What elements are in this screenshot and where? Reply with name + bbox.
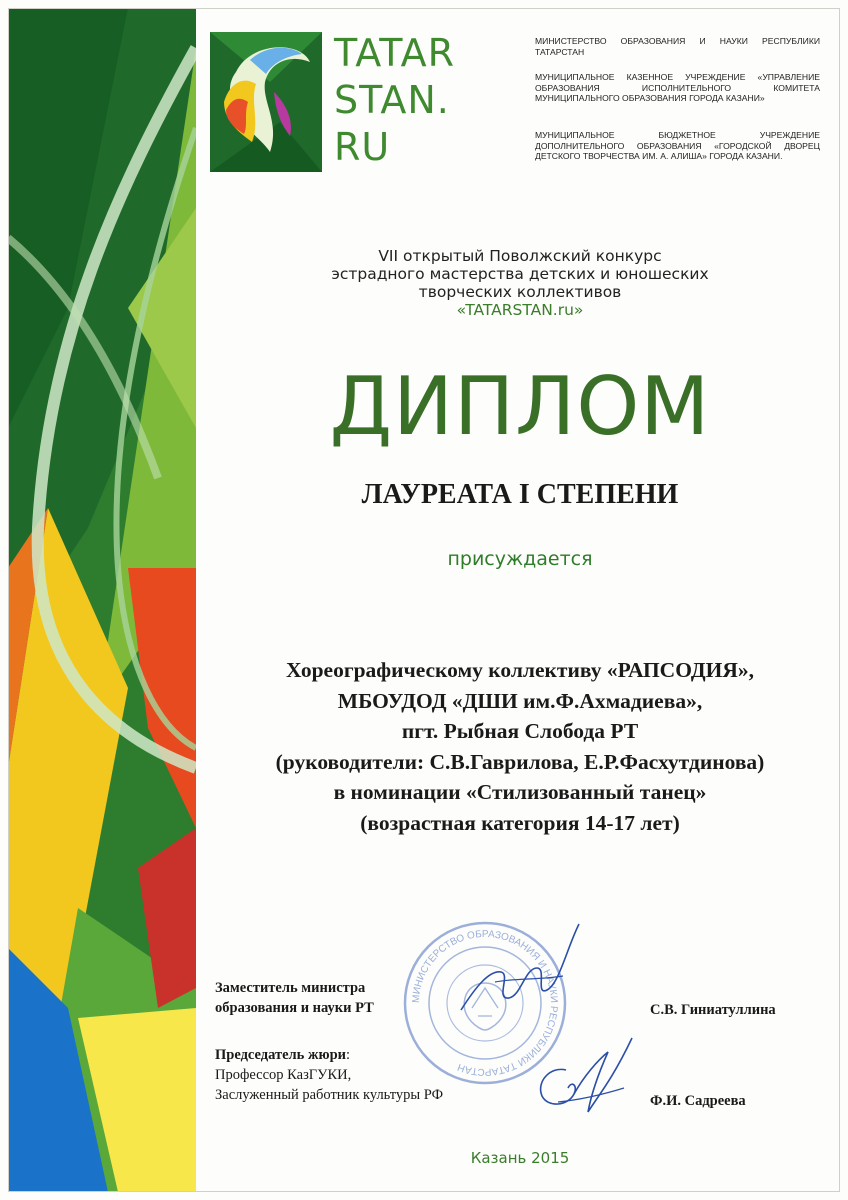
jury-name: Ф.И. Садреева bbox=[650, 1093, 746, 1109]
tatarstan-ru-logo bbox=[210, 32, 322, 172]
deputy-title-line-2: образования и науки РТ bbox=[215, 1000, 374, 1016]
recipient-line-4: (руководители: С.В.Гаврилова, Е.Р.Фасхутдинова) bbox=[275, 749, 765, 774]
recipient-line-2: МБОУДОД «ДШИ им.Ф.Ахмадиева», bbox=[337, 688, 703, 713]
deputy-title bbox=[215, 978, 374, 1018]
organization-palace: МУНИЦИПАЛЬНОЕ БЮДЖЕТНОЕ УЧРЕЖДЕНИЕ ДОПОЛНИТЕЛЬНОГО ОБРАЗОВАНИЯ «ГОРОДСКОЙ ДВОРЕЦ ДЕТСКОГО ТВОРЧЕСТВА ИМ. А. АЛИША» ГОРОДА КАЗАНИ. bbox=[535, 130, 820, 161]
recipient-line-5: в номинации «Стилизованный танец» bbox=[333, 780, 707, 805]
logo-line-3: RU bbox=[334, 125, 391, 169]
footer-city-year: Казань 2015 bbox=[470, 1149, 570, 1167]
contest-brand: «TATARSTAN.ru» bbox=[456, 301, 584, 319]
jury-signature-mark bbox=[528, 1030, 638, 1125]
contest-heading bbox=[240, 247, 800, 319]
logo-line-1: TATAR bbox=[334, 31, 455, 75]
deputy-title-line-1: Заместитель министра bbox=[215, 980, 366, 996]
deputy-name: С.В. Гиниатуллина bbox=[650, 1002, 776, 1018]
stamp-text: МИНИСТЕРСТВО ОБРАЗОВАНИЯ И НАУКИ РЕСПУБЛИКИ ТАТАРСТАН bbox=[410, 928, 560, 1078]
logo-line-2: STAN. bbox=[334, 78, 450, 122]
jury-title-line-2: Профессор КазГУКИ, bbox=[215, 1067, 352, 1083]
diploma-title: ДИПЛОМ bbox=[329, 360, 711, 453]
jury-title bbox=[215, 1045, 443, 1105]
recipient-block bbox=[200, 655, 840, 839]
organization-ministry: МИНИСТЕРСТВО ОБРАЗОВАНИЯ И НАУКИ РЕСПУБЛИКИ ТАТАРСТАН bbox=[535, 36, 820, 57]
laureate-degree: ЛАУРЕАТА I СТЕПЕНИ bbox=[361, 479, 679, 510]
logo-wordmark bbox=[334, 30, 455, 171]
jury-title-colon: : bbox=[346, 1047, 351, 1063]
organization-education-department: МУНИЦИПАЛЬНОЕ КАЗЕННОЕ УЧРЕЖДЕНИЕ «УПРАВЛЕНИЕ ОБРАЗОВАНИЯ ИСПОЛНИТЕЛЬНОГО КОМИТЕТА МУНИЦИПАЛЬНОГО ОБРАЗОВАНИЯ ГОРОДА КАЗАНИ» bbox=[535, 72, 820, 103]
recipient-line-6: (возрастная категория 14-17 лет) bbox=[360, 810, 680, 835]
contest-line-2: эстрадного мастерства детских и юношеских bbox=[331, 265, 709, 283]
awarded-label: присуждается bbox=[447, 548, 593, 570]
recipient-line-3: пгт. Рыбная Слобода РТ bbox=[401, 719, 639, 744]
contest-line-3: творческих коллективов bbox=[418, 283, 622, 301]
deputy-signature-mark bbox=[455, 918, 585, 1028]
contest-line-1: VII открытый Поволжский конкурс bbox=[378, 247, 662, 265]
recipient-line-1: Хореографическому коллективу «РАПСОДИЯ», bbox=[285, 658, 755, 682]
jury-title-line-1: Председатель жюри bbox=[215, 1047, 346, 1063]
jury-title-line-3: Заслуженный работник культуры РФ bbox=[215, 1087, 444, 1103]
